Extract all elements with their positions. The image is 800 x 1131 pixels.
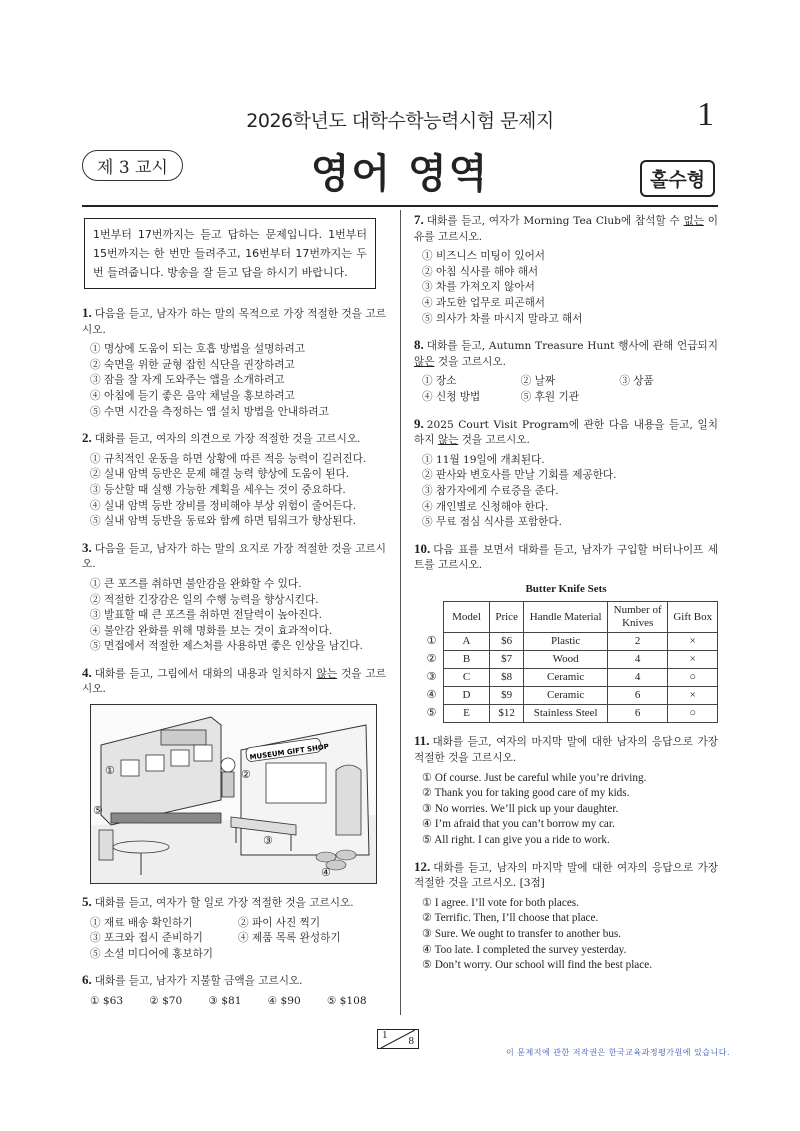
- table-cell: Plastic: [524, 633, 607, 651]
- table-cell: 2: [607, 633, 668, 651]
- choice-5[interactable]: ⑤ Don’t worry. Our school will find the best place.: [422, 959, 653, 972]
- choice-1[interactable]: ① $63: [90, 995, 124, 1008]
- question-6: [82, 972, 386, 1009]
- current-page: 1: [382, 1029, 388, 1041]
- table-cell: A: [444, 633, 490, 651]
- choice-4[interactable]: ④ 개인별로 신청해야 한다.: [422, 500, 549, 513]
- question-text: 대화를 듣고, 여자의 의견으로 가장 적절한 것을 고르시오.: [94, 433, 361, 446]
- paper-type-badge: 홀수형: [640, 160, 715, 197]
- left-column: [82, 218, 386, 1020]
- question-10: [414, 541, 718, 724]
- question-text: 다음을 듣고, 남자가 하는 말의 요지로 가장 적절한 것을 고르시오.: [82, 542, 386, 571]
- choice-1[interactable]: ① I agree. I’ll vote for both places.: [422, 896, 579, 909]
- choice-2[interactable]: ② 날짜: [520, 375, 556, 388]
- choice-1[interactable]: ① 재료 배송 확인하기: [90, 916, 193, 929]
- table-cell: 4: [607, 669, 668, 687]
- table-header-row: [420, 602, 718, 633]
- table-header: Number of Knives: [607, 602, 668, 633]
- table-cell: Wood: [524, 651, 607, 669]
- choice-4[interactable]: ④ 실내 암벽 등반 장비를 정비해야 부상 위험이 줄어든다.: [90, 499, 357, 512]
- choice-5[interactable]: ⑤ All right. I can give you a ride to work.: [422, 834, 610, 847]
- question-5: [82, 894, 386, 962]
- question-text-end: 것을 고르시오.: [82, 667, 387, 696]
- choice-3[interactable]: ③ 차를 가져오지 않아서: [422, 281, 535, 294]
- choice-3[interactable]: ③ 참가자에게 수료증을 준다.: [422, 484, 559, 497]
- table-cell: ×: [668, 633, 718, 651]
- table-cell: 4: [607, 651, 668, 669]
- table-header: Handle Material: [524, 602, 607, 633]
- table-cell: ×: [668, 651, 718, 669]
- choice-4[interactable]: ④ 과도한 업무로 피곤해서: [422, 296, 546, 309]
- row-choice-mark[interactable]: ②: [420, 651, 444, 669]
- question-text-underline: 않는: [316, 667, 338, 680]
- table-cell: Ceramic: [524, 687, 607, 705]
- figure-label-3[interactable]: ③: [263, 834, 273, 848]
- question-text-end: 것을 고르시오.: [458, 434, 530, 447]
- row-choice-mark[interactable]: ③: [420, 669, 444, 687]
- question-text: 대화를 듣고, 여자가 Morning Tea Club에 참석할 수: [426, 215, 684, 227]
- choice-2[interactable]: ② $70: [149, 995, 183, 1008]
- figure-label-5[interactable]: ⑤: [93, 804, 103, 818]
- question-number: 3.: [82, 539, 92, 555]
- choice-1[interactable]: ① 큰 포즈를 취하면 불안감을 완화할 수 있다.: [90, 577, 302, 590]
- question-text: 다음 표를 보면서 대화를 듣고, 남자가 구입할 버터나이프 세트를 고르시오.: [414, 543, 718, 572]
- choice-5[interactable]: ⑤ 소셜 미디어에 홍보하기: [90, 947, 214, 960]
- question-8: [414, 337, 718, 405]
- question-number: 6.: [82, 972, 92, 988]
- question-1: [82, 305, 386, 420]
- choice-1[interactable]: ① 규칙적인 운동을 하면 상황에 따른 적응 능력이 길러진다.: [90, 452, 367, 465]
- choice-4[interactable]: ④ 불안감 완화를 위해 명화를 보는 것이 효과적이다.: [90, 624, 333, 637]
- table-header: Gift Box: [668, 602, 718, 633]
- choice-5[interactable]: ⑤ 수면 시간을 측정하는 앱 설치 방법을 안내하려고: [90, 405, 329, 418]
- copyright-notice: 이 문제지에 관한 저작권은 한국교육과정평가원에 있습니다.: [506, 1048, 730, 1057]
- question-2: [82, 430, 386, 530]
- question-12: [414, 859, 718, 974]
- page-number: 1: [697, 96, 714, 133]
- choice-5[interactable]: ⑤ 의사가 차를 마시지 말라고 해서: [422, 312, 583, 325]
- table-cell: $8: [489, 669, 524, 687]
- table-row[interactable]: [420, 687, 718, 705]
- choice-2[interactable]: ② 판사와 변호사를 만날 기회를 제공한다.: [422, 469, 617, 482]
- choice-5[interactable]: ⑤ 면접에서 적절한 제스처를 사용하면 좋은 인상을 남긴다.: [90, 640, 363, 653]
- page-indicator: [377, 1029, 419, 1049]
- choice-4[interactable]: ④ I’m afraid that you can’t borrow my car.: [422, 818, 615, 831]
- table-cell: 6: [607, 705, 668, 723]
- choice-3[interactable]: ③ 발표할 때 큰 포즈를 취하면 전달력이 높아진다.: [90, 609, 322, 622]
- question-text: 대화를 듣고, 남자가 지불할 금액을 고르시오.: [94, 975, 303, 988]
- question-text-underline: 않은: [414, 355, 435, 368]
- question-11: [414, 733, 718, 848]
- exam-title: 2026학년도 대학수학능력시험 문제지: [246, 110, 554, 132]
- choice-3[interactable]: ③ 잠을 잘 자게 도와주는 앱을 소개하려고: [90, 374, 285, 387]
- choice-4[interactable]: ④ Too late. I completed the survey yesterday.: [422, 943, 627, 956]
- right-column: [414, 212, 718, 984]
- choice-3[interactable]: ③ 상품: [619, 375, 654, 388]
- shop-sign: MUSEUM GIFT SHOP: [249, 742, 330, 762]
- choice-2[interactable]: ② 파이 사진 찍기: [238, 916, 321, 929]
- choice-3[interactable]: ③ $81: [208, 995, 242, 1008]
- choice-2[interactable]: ② 숙면을 위한 균형 잡힌 식단을 권장하려고: [90, 358, 295, 371]
- choice-2[interactable]: ② 아침 식사를 해야 해서: [422, 265, 539, 278]
- period-badge: 제 3 교시: [82, 150, 183, 181]
- question-4: [82, 665, 386, 884]
- table-cell: $12: [489, 705, 524, 723]
- gift-shop-illustration: [90, 704, 377, 884]
- question-7: [414, 212, 718, 327]
- choice-3[interactable]: ③ 등산할 때 실행 가능한 계획을 세우는 것이 중요하다.: [90, 483, 346, 496]
- table-title: Butter Knife Sets: [525, 582, 607, 595]
- choice-5[interactable]: ⑤ 후원 기관: [520, 390, 579, 403]
- choice-2[interactable]: ② Thank you for taking good care of my kids.: [422, 787, 630, 800]
- question-number: 12.: [414, 858, 431, 874]
- table-row[interactable]: [420, 705, 718, 723]
- gift-shop-scene-icon: [91, 705, 376, 883]
- question-3: [82, 540, 386, 655]
- choice-1[interactable]: ① 명상에 도움이 되는 호흡 방법을 설명하려고: [90, 343, 306, 356]
- choice-4[interactable]: ④ 제품 목록 완성하기: [238, 932, 341, 945]
- question-text-end: 것을 고르시오.: [434, 355, 506, 368]
- question-text: 대화를 듣고, 남자의 마지막 말에 대한 여자의 응답으로 가장 적절한 것을 고르시오. [3점]: [414, 861, 718, 890]
- choice-5[interactable]: ⑤ $108: [326, 995, 367, 1008]
- question-text: 2025 Court Visit Program에 관한 다음 내용을 듣고, 일치하지: [414, 418, 718, 447]
- choice-4[interactable]: ④ $90: [267, 995, 301, 1008]
- choice-2[interactable]: ② 실내 암벽 등반은 문제 해결 능력 향상에 도움이 된다.: [90, 468, 350, 481]
- table-cell: C: [444, 669, 490, 687]
- choice-4[interactable]: ④ 아침에 듣기 좋은 음악 채널을 홍보하려고: [90, 389, 295, 402]
- choice-3[interactable]: ③ No worries. We’ll pick up your daughter.: [422, 802, 619, 815]
- table-row[interactable]: [420, 669, 718, 687]
- question-text: 대화를 듣고, Autumn Treasure Hunt 행사에 관해 언급되지: [426, 340, 718, 353]
- table-cell: B: [444, 651, 490, 669]
- table-row[interactable]: [420, 651, 718, 669]
- question-number: 8.: [414, 337, 424, 353]
- choice-4[interactable]: ④ 신청 방법: [422, 390, 481, 403]
- choice-1[interactable]: ① Of course. Just be careful while you’re driving.: [422, 771, 647, 784]
- total-pages: 8: [408, 1035, 414, 1047]
- table-header: Model: [444, 602, 490, 633]
- question-number: 11.: [414, 733, 430, 749]
- column-divider: [400, 210, 401, 1015]
- subject-title: 영어 영역: [310, 151, 490, 197]
- question-text: 대화를 듣고, 여자의 마지막 말에 대한 남자의 응답으로 가장 적절한 것을 고르시오.: [414, 736, 718, 765]
- choice-5[interactable]: ⑤ 무료 점심 식사를 포함한다.: [422, 516, 562, 529]
- table-cell: ○: [668, 669, 718, 687]
- figure-label-1[interactable]: ①: [105, 764, 115, 778]
- table-cell: D: [444, 687, 490, 705]
- question-text: 대화를 듣고, 여자가 할 일로 가장 적절한 것을 고르시오.: [94, 897, 354, 910]
- question-number: 7.: [414, 212, 424, 227]
- question-text-underline: 없는: [683, 215, 704, 227]
- question-number: 5.: [82, 894, 92, 910]
- question-text: 다음을 듣고, 남자가 하는 말의 목적으로 가장 적절한 것을 고르시오.: [82, 308, 386, 336]
- header-rule: [82, 205, 718, 207]
- table-cell: Ceramic: [524, 669, 607, 687]
- question-number: 10.: [414, 540, 431, 556]
- choice-3[interactable]: ③ Sure. We ought to transfer to another bus.: [422, 928, 622, 940]
- table-row[interactable]: [420, 633, 718, 651]
- question-number: 4.: [82, 664, 92, 680]
- table-cell: Stainless Steel: [524, 705, 607, 723]
- table-header: Price: [489, 602, 524, 633]
- table-cell: $9: [489, 687, 524, 705]
- row-choice-mark[interactable]: ④: [420, 687, 444, 705]
- table-cell: E: [444, 705, 490, 723]
- question-number: 1.: [82, 305, 92, 320]
- question-text: 대화를 듣고, 그림에서 대화의 내용과 일치하지: [94, 667, 317, 680]
- figure-label-2[interactable]: ②: [241, 768, 251, 782]
- choice-2[interactable]: ② 적절한 긴장감은 일의 수행 능력을 향상시킨다.: [90, 593, 319, 606]
- table-cell: 6: [607, 687, 668, 705]
- question-text-underline: 않는: [437, 434, 459, 447]
- choice-1[interactable]: ① 비즈니스 미팅이 있어서: [422, 250, 546, 263]
- listening-notice: 1번부터 17번까지는 듣고 답하는 문제입니다. 1번부터 15번까지는 한 번만 들려주고, 16번부터 17번까지는 두 번 들려줍니다. 방송을 잘 듣고 답을 하시기 바랍니다.: [84, 218, 376, 289]
- choice-2[interactable]: ② Terrific. Then, I’ll choose that place.: [422, 912, 599, 925]
- question-text-end: 이유를 고르시오.: [414, 215, 718, 243]
- choice-5[interactable]: ⑤ 실내 암벽 등반을 동료와 함께 하면 팀워크가 향상된다.: [90, 515, 357, 528]
- question-number: 9.: [414, 415, 424, 431]
- figure-label-4[interactable]: ④: [321, 866, 331, 880]
- table-cell: ×: [668, 687, 718, 705]
- table-cell: $6: [489, 633, 524, 651]
- table-cell: ○: [668, 705, 718, 723]
- choice-1[interactable]: ① 장소: [422, 375, 457, 388]
- choice-1[interactable]: ① 11월 19일에 개최된다.: [422, 453, 545, 466]
- row-choice-mark[interactable]: ①: [420, 633, 444, 651]
- row-choice-mark[interactable]: ⑤: [420, 705, 444, 723]
- butter-knife-table: [420, 601, 718, 723]
- table-cell: $7: [489, 651, 524, 669]
- question-number: 2.: [82, 430, 92, 446]
- question-9: [414, 416, 718, 531]
- choice-3[interactable]: ③ 포크와 접시 준비하기: [90, 932, 203, 945]
